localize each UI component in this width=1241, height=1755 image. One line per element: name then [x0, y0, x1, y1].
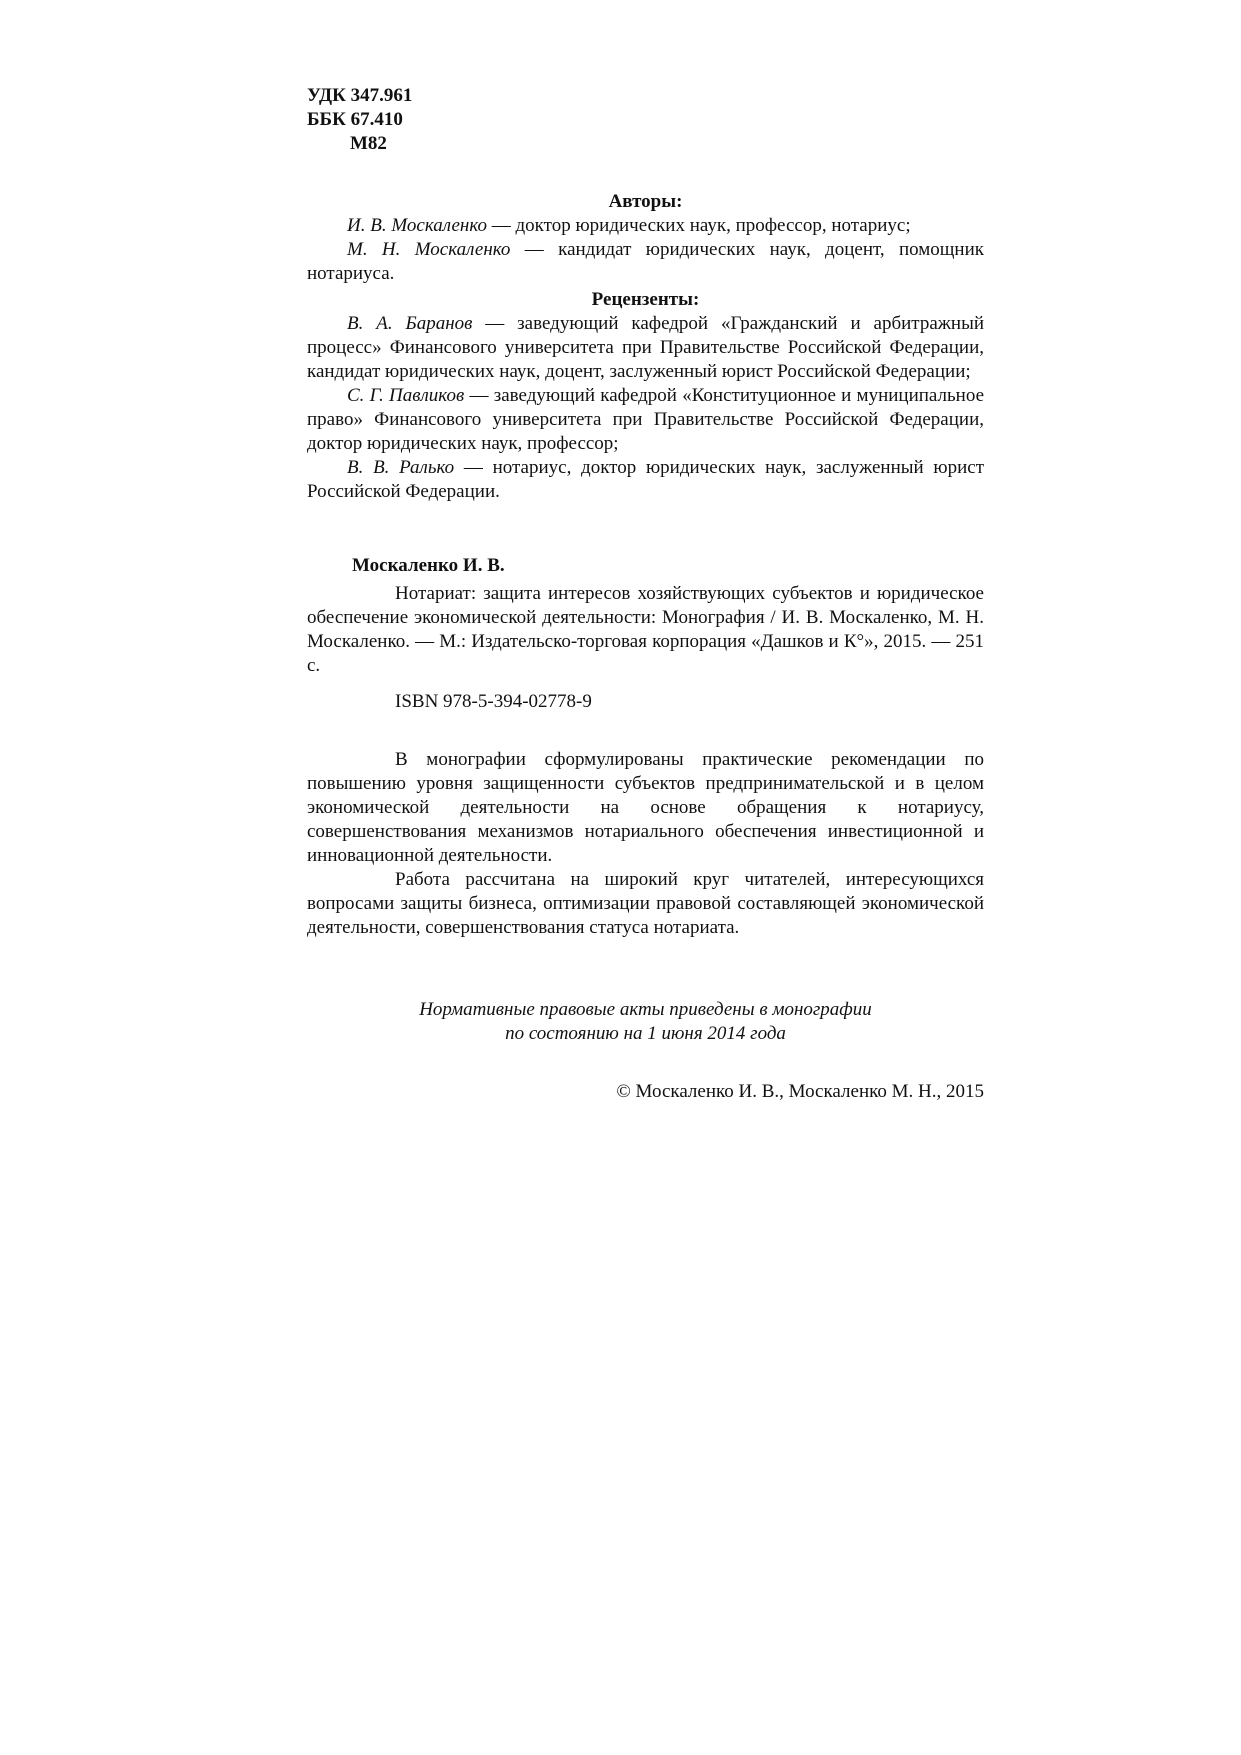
reviewer-desc: — заведующий кафедрой «Конституционное и муниципальное право» Финансового университета при Правительстве Российской Федерации, доктор юридических наук, профессор; [307, 385, 984, 454]
author-name: И. В. Москаленко [347, 215, 488, 236]
authors-heading: Авторы: [608, 191, 683, 212]
reviewer-entry [307, 384, 984, 456]
catalog-card [307, 554, 984, 714]
legal-note-line: по состоянию на 1 июня 2014 года [505, 1023, 786, 1044]
reviewer-entry [307, 456, 984, 504]
abstract [307, 748, 984, 940]
reviewer-name: В. В. Ралько [347, 457, 455, 478]
reviewer-name: С. Г. Павликов [347, 385, 465, 406]
reviewer-name: В. А. Баранов [347, 313, 473, 334]
author-name: М. Н. Москаленко [347, 239, 511, 260]
author-desc: — доктор юридических наук, профессор, нотариус; [487, 215, 911, 236]
reviewer-desc: — нотариус, доктор юридических наук, заслуженный юрист Российской Федерации. [307, 457, 984, 502]
legal-note-line: Нормативные правовые акты приведены в монографии [419, 999, 872, 1020]
abstract-paragraph: В монографии сформулированы практические рекомендации по повышению уровня защищенности субъектов предпринимательской и в целом экономической деятельности на основе обращения к нотариусу, совершенствования механизмов нотариального обеспечения инвестиционной и инновационной деятельности. [307, 749, 984, 866]
reviewers-heading: Рецензенты: [591, 289, 700, 310]
catalog-author: Москаленко И. В. [352, 555, 505, 576]
author-entry [307, 238, 984, 286]
classification-codes [307, 84, 412, 156]
isbn: ISBN 978-5-394-02778-9 [395, 691, 592, 712]
copyright: © Москаленко И. В., Москаленко М. Н., 2015 [616, 1081, 984, 1102]
author-entry [307, 214, 984, 238]
catalog-description: Нотариат: защита интересов хозяйствующих субъектов и юридическое обеспечение экономической деятельности: Монография / И. В. Москаленко, М. Н. Москаленко. — М.: Издательско-торговая корпорация «Дашков и К°», 2015. — 251 с. [307, 583, 984, 676]
author-mark: М82 [350, 133, 387, 154]
reviewer-desc: — заведующий кафедрой «Гражданский и арбитражный процесс» Финансового университета при Правительстве Российской Федерации, кандидат юридических наук, доцент, заслуженный юрист Российской Федерации; [307, 313, 985, 382]
udk-code: УДК 347.961 [307, 85, 413, 106]
authors-section [307, 190, 984, 504]
abstract-paragraph: Работа рассчитана на широкий круг читателей, интересующихся вопросами защиты бизнеса, оптимизации правовой составляющей экономической деятельности, совершенствования статуса нотариата. [307, 869, 984, 938]
reviewer-entry [307, 312, 984, 384]
author-desc: — кандидат юридических наук, доцент, помощник нотариуса. [307, 239, 984, 284]
legal-note [307, 998, 984, 1046]
bbk-code: ББК 67.410 [307, 109, 403, 130]
